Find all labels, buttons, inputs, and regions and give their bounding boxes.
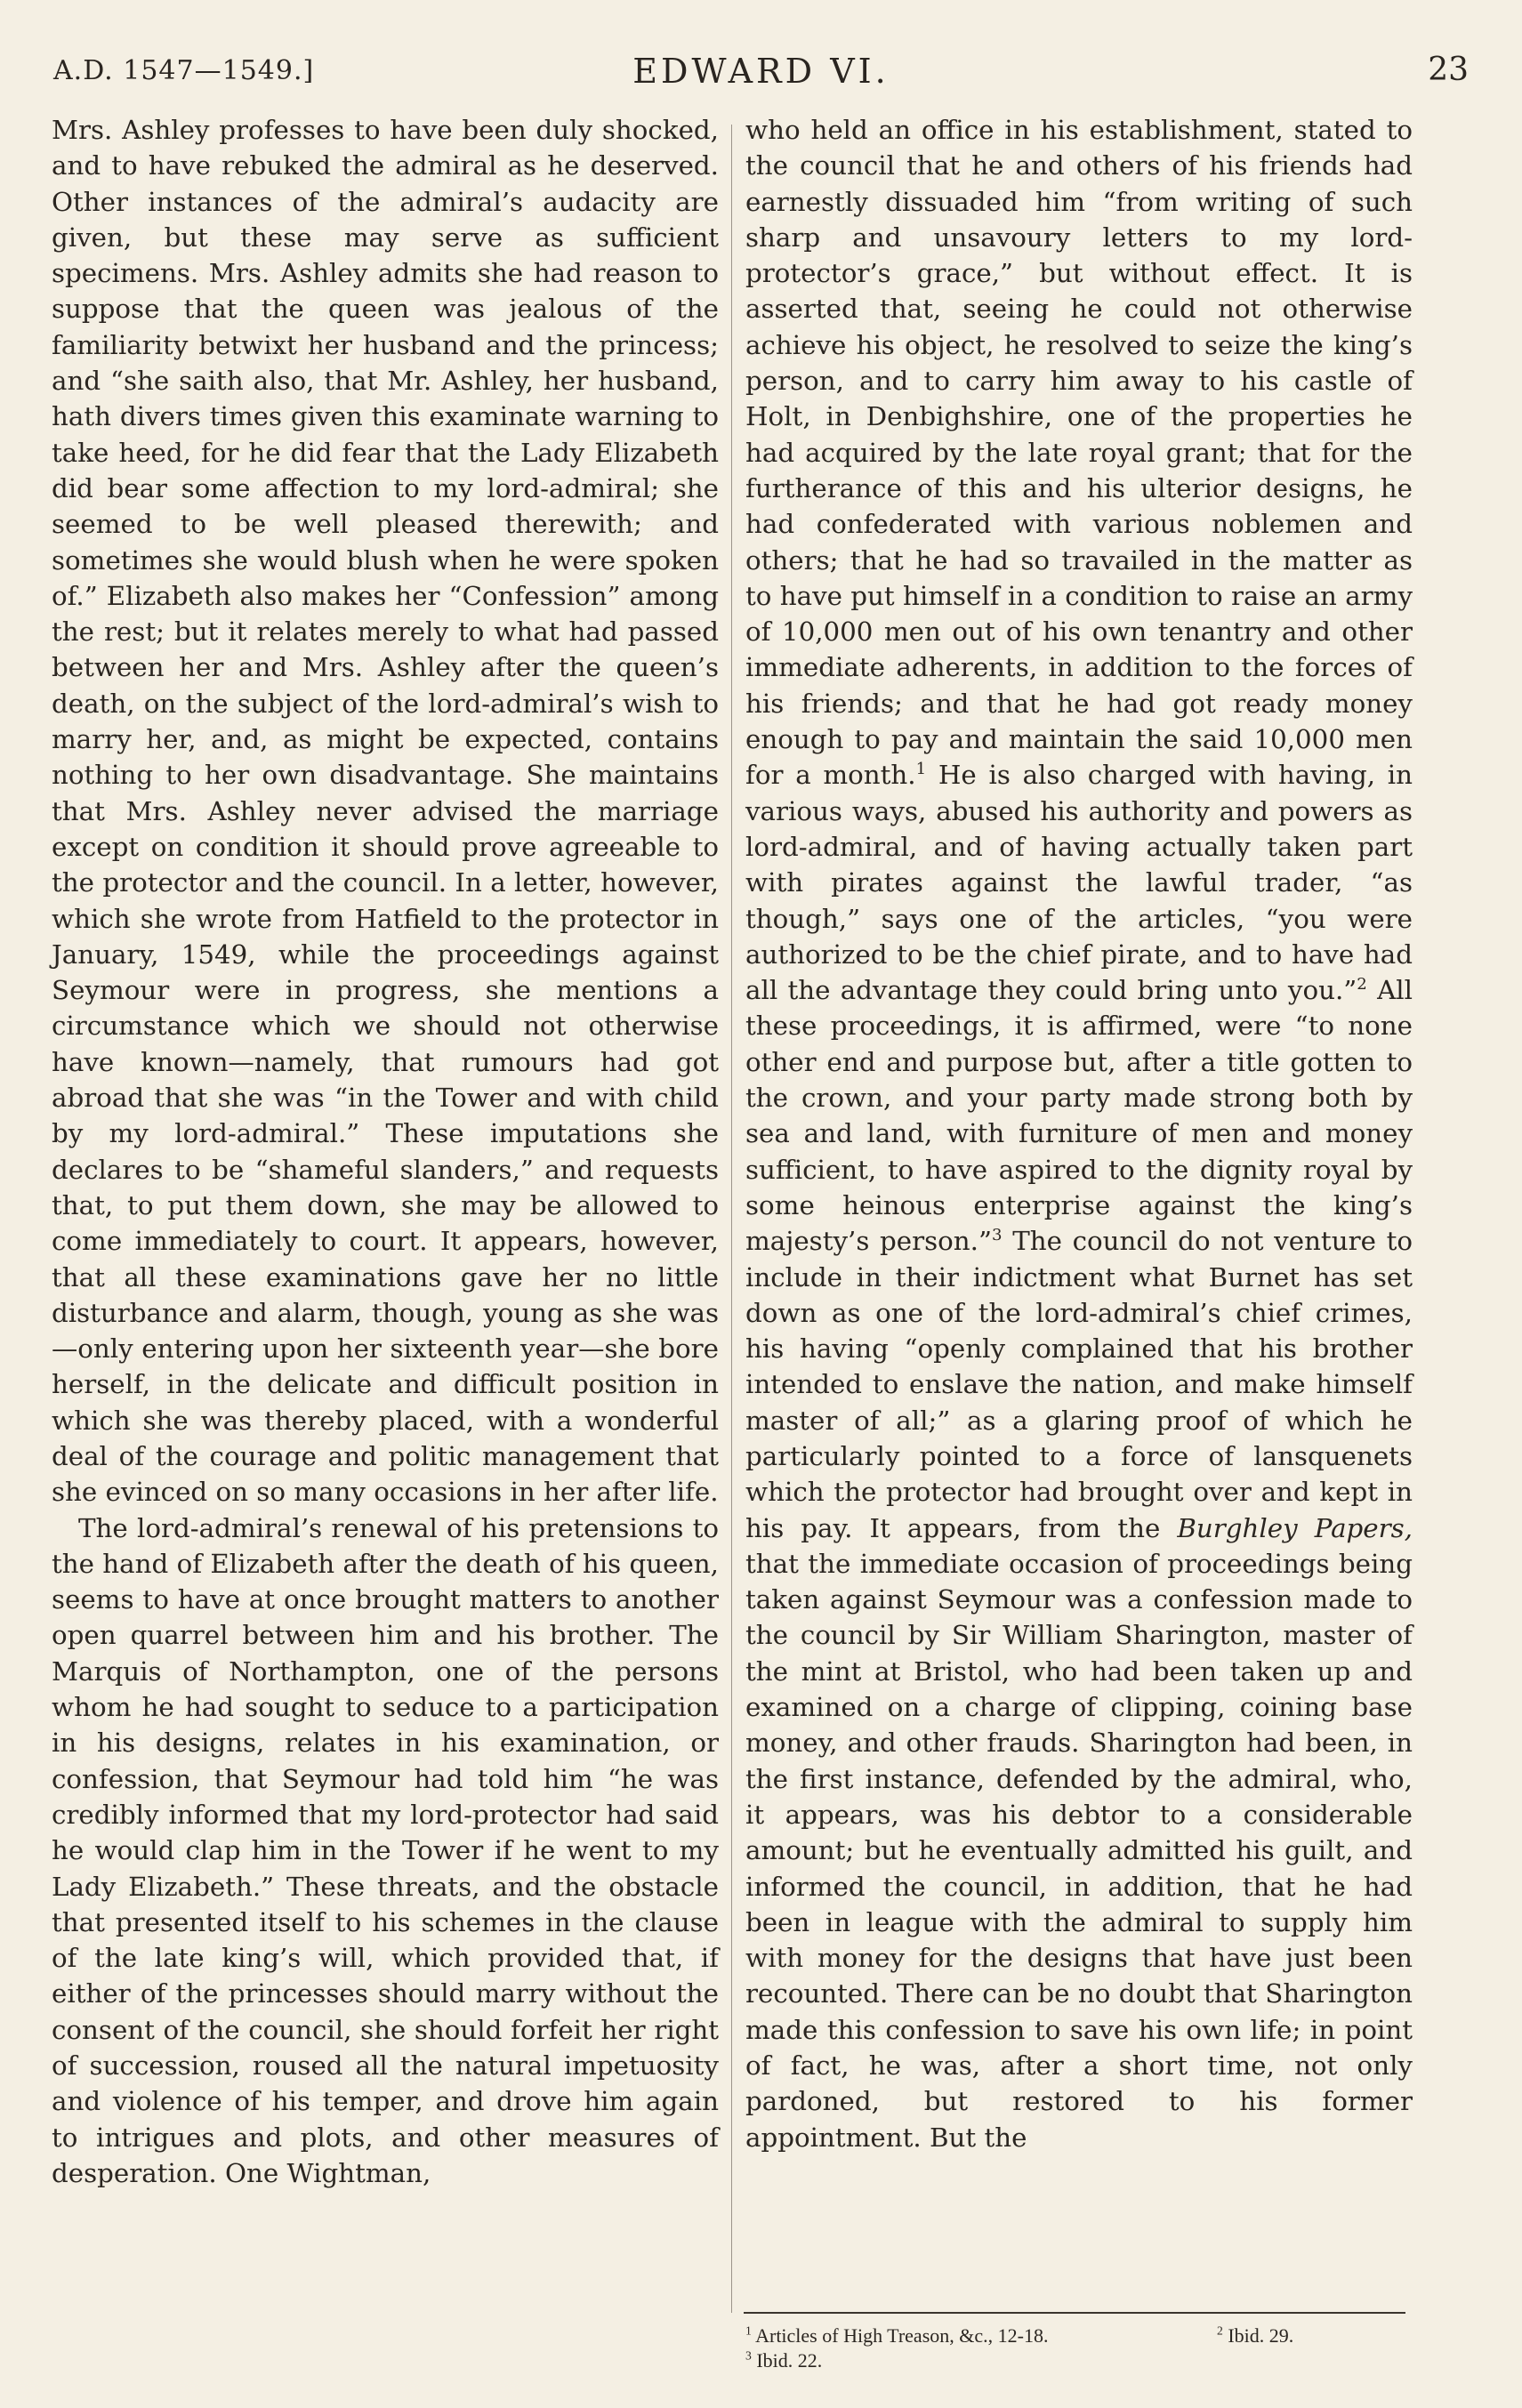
footnote-number: 3 — [745, 2348, 752, 2363]
right-column — [745, 112, 1413, 2155]
footnote-3 — [745, 2348, 822, 2373]
text-run: He is also charged with having, in various ways, abused his authority and powers as lord-admiral, and of having actually taken part with pirates against the lawful trader, “as though,” says one of the articles, “you were authorized to be the chief pirate, and to have had all the advantage they could bring unto you.” — [745, 760, 1413, 1006]
footnote-ref-1[interactable]: 1 — [915, 760, 927, 779]
footnote-1 — [745, 2323, 1217, 2348]
column-divider — [731, 125, 732, 2313]
page-number: 23 — [1428, 52, 1469, 88]
footnote-number: 2 — [1217, 2323, 1223, 2338]
paragraph — [745, 112, 1413, 2155]
footnote-ref-2[interactable]: 2 — [1357, 975, 1367, 995]
footnote-text: Ibid. 22. — [751, 2349, 823, 2372]
footnote-number: 1 — [745, 2323, 752, 2338]
date-range: A.D. 1547—1549.] — [53, 55, 315, 86]
left-column — [52, 112, 719, 2191]
paragraph: The lord-admiral’s renewal of his pretensions to the hand of Elizabeth after the death of his queen, seems to have at once brought matters to another open quarrel between him and his brother. The Marquis of Northampton, one of the persons whom he had sought to seduce to a participation in his designs, relates in his examination, or confession, that Seymour had told him “he was credibly informed that my lord-protector had said he would clap him in the Tower if he went to my Lady Elizabeth.” These threats, and the obstacle that presented itself to his schemes in the clause of the late king’s will, which provided that, if either of the princesses should marry without the consent of the council, she should forfeit her right of succession, roused all the natural impetuosity and violence of his temper, and drove him again to intrigues and plots, and other measures of desperation. One Wightman, — [52, 1512, 719, 2188]
text-run: who held an office in his establishment, stated to the council that he and others of his friends had earnestly dissuaded him “from writing of such sharp and unsavoury letters to my lord-protector’s grace,” but without effect. It is asserted that, seeing he could not otherwise achieve his object, he resolved to seize the king’s person, and to carry him away to his castle of Holt, in Denbighshire, one of the properties he had acquired by the late royal grant; that for the furtherance of this and his ulterior designs, he had confederated with various noblemen and others; that he had so travailed in the matter as to have put himself in a condition to raise an army of 10,000 men out of his own tenantry and other immediate adherents, in addition to the forces of his friends; and that he had got ready money enough to pay and maintain the said 10,000 men for a month. — [745, 115, 1413, 791]
footnote-ref-3[interactable]: 3 — [991, 1226, 1003, 1245]
footnote-text: Ibid. 29. — [1222, 2324, 1294, 2347]
paragraph: Mrs. Ashley professes to have been duly shocked, and to have rebuked the admiral as he deserved. Other instances of the admiral’s audacity are given, but these may serve as sufficient specimens. Mrs. Ashley admits she had reason to suppose that the queen was jealous of the familiarity betwixt her husband and the princess; and “she saith also, that Mr. Ashley, her husband, hath divers times given this examinate warning to take heed, for he did fear that the Lady Elizabeth did bear some affection to my lord-admiral; she seemed to be well pleased therewith; and sometimes she would blush when he were spoken of.” Elizabeth also makes her “Confession” among the rest; but it relates merely to what had passed between her and Mrs. Ashley after the queen’s death, on the subject of the lord-admiral’s wish to marry her, and, as might be expected, contains nothing to her own disadvantage. She maintains that Mrs. Ashley never advised the marriage except on condition it should prove agreeable to the protector and the council. In a letter, however, which she wrote from Hatfield to the protector in January, 1549, while the proceedings against Seymour were in progress, she mentions a circumstance which we should not otherwise have known—namely, that rumours had got abroad that she was “in the Tower and with child by my lord-admiral.” These imputations she declares to be “shameful slanders,” and requests that, to put them down, she may be allowed to come immediately to court. It appears, however, that all these examinations gave her no little disturbance and alarm, though, young as she was—only entering upon her sixteenth year—she bore herself, in the delicate and difficult position in which she was thereby placed, with a wonderful deal of the courage and politic management that she evinced on so many occasions in her after life. — [52, 115, 719, 1508]
work-title: Burghley Papers, — [1177, 1512, 1413, 1543]
footnote-2 — [1217, 2323, 1293, 2348]
text-run: All these proceedings, it is affirmed, were “to none other end and purpose but, after a title gotten to the crown, and your party made strong both by sea and land, with furniture of men and money sufficient, to have aspired to the dignity royal by some heinous enterprise against the king’s majesty’s person.” — [745, 975, 1413, 1257]
chapter-title: EDWARD VI. — [632, 52, 890, 91]
footnotes — [745, 2323, 1404, 2373]
running-header — [53, 52, 1469, 91]
text-run: that the immediate occasion of proceedings being taken against Seymour was a confession made to the council by Sir William Sharington, master of the mint at Bristol, who had been taken up and examined on a charge of clipping, coining base money, and other frauds. Sharington had been, in the first instance, defended by the admiral, who, it appears, was his debtor to a considerable amount; but he eventually admitted his guilt, and informed the council, in addition, that he had been in league with the admiral to supply him with money for the designs that have just been recounted. There can be no doubt that Sharington made this confession to save his own life; in point of fact, he was, after a short time, not only pardoned, but restored to his former appointment. But the — [745, 1548, 1413, 2153]
footnote-text: Articles of High Treason, &c., 12-18. — [751, 2324, 1049, 2347]
footnote-rule — [744, 2312, 1405, 2314]
text-run: The council do not venture to include in their indictment what Burnet has set down as one of the lord-admiral’s chief crimes, his having “openly complained that his brother intended to enslave the nation, and make himself master of all;” as a glaring proof of which he particularly pointed to a force of lansquenets which the protector had brought over and kept in his pay. It appears, from the — [745, 1226, 1413, 1543]
